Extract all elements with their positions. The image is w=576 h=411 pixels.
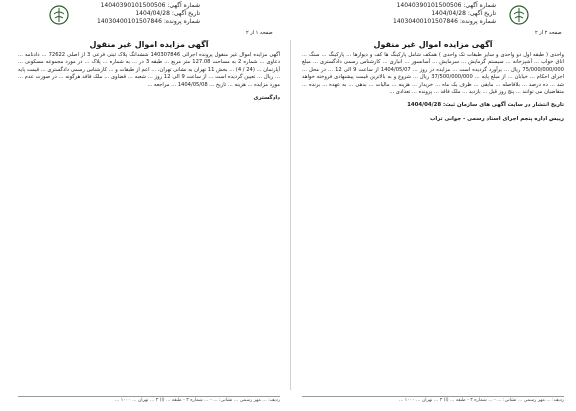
judiciary-emblem-icon <box>48 4 70 26</box>
notice-title: آگهی مزایده اموال غیر منقول <box>373 40 493 49</box>
file-number: شماره پرونده: 14030400101507846 <box>393 18 496 25</box>
page-footer-right <box>302 396 564 404</box>
footer-rule <box>18 396 280 397</box>
notice-number: شماره آگهی: 14040390101500506 <box>100 2 200 9</box>
page-number-left: صفحه ۱ از ۲ <box>246 30 273 36</box>
footer-text: ردیف: ... مهر رسمی ... نشانی: ... - ... شماره ۳ - طبقه ... (ا) ۳ ... تهران ... ۱۰۰۰ ... <box>398 398 564 403</box>
notice-date: تاریخ آگهی: 1404/04/28 <box>431 10 496 17</box>
left-meta <box>90 2 200 26</box>
footer-text: ردیف: ... مهر رسمی ... نشانی: ... - ... شماره ۳ - طبقه ... (ا) ۳ ... تهران ... ۱۰۰۰ ... <box>114 398 280 403</box>
official-signature-line: رییس اداره پنجم اجرای اسناد رسمی - جوانی تراب <box>429 115 564 122</box>
page-footer-left <box>18 396 280 404</box>
notice-title: آگهی مزایده اموال غیر منقول <box>89 40 209 49</box>
notice-number: شماره آگهی: 14040390101500506 <box>396 2 496 9</box>
page-number-right: صفحه ۲ از ۲ <box>535 30 562 36</box>
page-header <box>0 0 576 38</box>
notice-date: تاریخ آگهی: 1404/04/28 <box>135 10 200 17</box>
notice-body: واحدی ( طبقه اول دو واحدی و سایر طبقات تک واحدی ) همکف شامل پارکینگ ها کف و دیوارها ... پارکینگ ... سنگ ... اتاق خواب ... آشپزخانه ... سیستم گرمایش ... سرمایش ... آسانسور ... انباری ... کارشناس رسمی دادگستری ... مبلغ 75/000/000/000 ریال ... برآورد گردیده است ... مزایده در روز ... 1404/05/07 از ساعت 9 الی 12 ... در محل ... اجرای احکام ... خیابان ... از مبلغ پایه ... 37/500/000/000 ریال ... شروع و به بالاترین قیمت پیشنهادی فروخته خواهد شد ... ده درصد ... بلافاصله ... مابقی ... ظرف یک ماه ... خریدار ... هزینه ... مالیات ... بدهی ... به عهده ... برنده ... متقاضیان می توانند ... پنج روز قبل ... بازدید ... ملک فاقد ... پرونده ... تعدادی ... <box>302 52 564 96</box>
publish-date-line: تاریخ انتشار در سایت آگهی های سازمان ثبت: 1404/04/28 <box>407 102 564 109</box>
column-divider <box>290 40 291 390</box>
judiciary-emblem-icon <box>508 4 530 26</box>
notice-column-right <box>302 40 564 390</box>
notice-signature: دادگستری <box>253 95 280 102</box>
footer-rule <box>302 396 564 397</box>
notice-column-left <box>18 40 280 390</box>
file-number: شماره پرونده: 14030400101507846 <box>97 18 200 25</box>
notice-body: آگهی مزایده اموال غیر منقول پرونده اجرائی 140307846 ششدانگ پلاک ثبتی فرعی 3 از اصلی 72622 ... دادنامه ... دعاوی ... شماره 2 به مساحت 127.08 متر مربع ... طبقه 3 در ... به شماره ... پلاک ... در مورد مجموعه مسکونی ... آپارتمان ... (24 / 4) ... بخش 11 تهران به نشانی تهران، ... اعم از طبقات و ... کارشناس رسمی دادگستری ... قیمت پایه ... ریال ... تعیین گردیده است ... از ساعت 9 الی 12 روز ... شعبه ... قضاوی ... ملک فاقد هرگونه ... در صورت عدم ... مورد مزایده ... هزینه ... تاریخ ... 1404/05/08 ... مراجعه ... <box>18 52 280 88</box>
right-meta <box>376 2 496 26</box>
